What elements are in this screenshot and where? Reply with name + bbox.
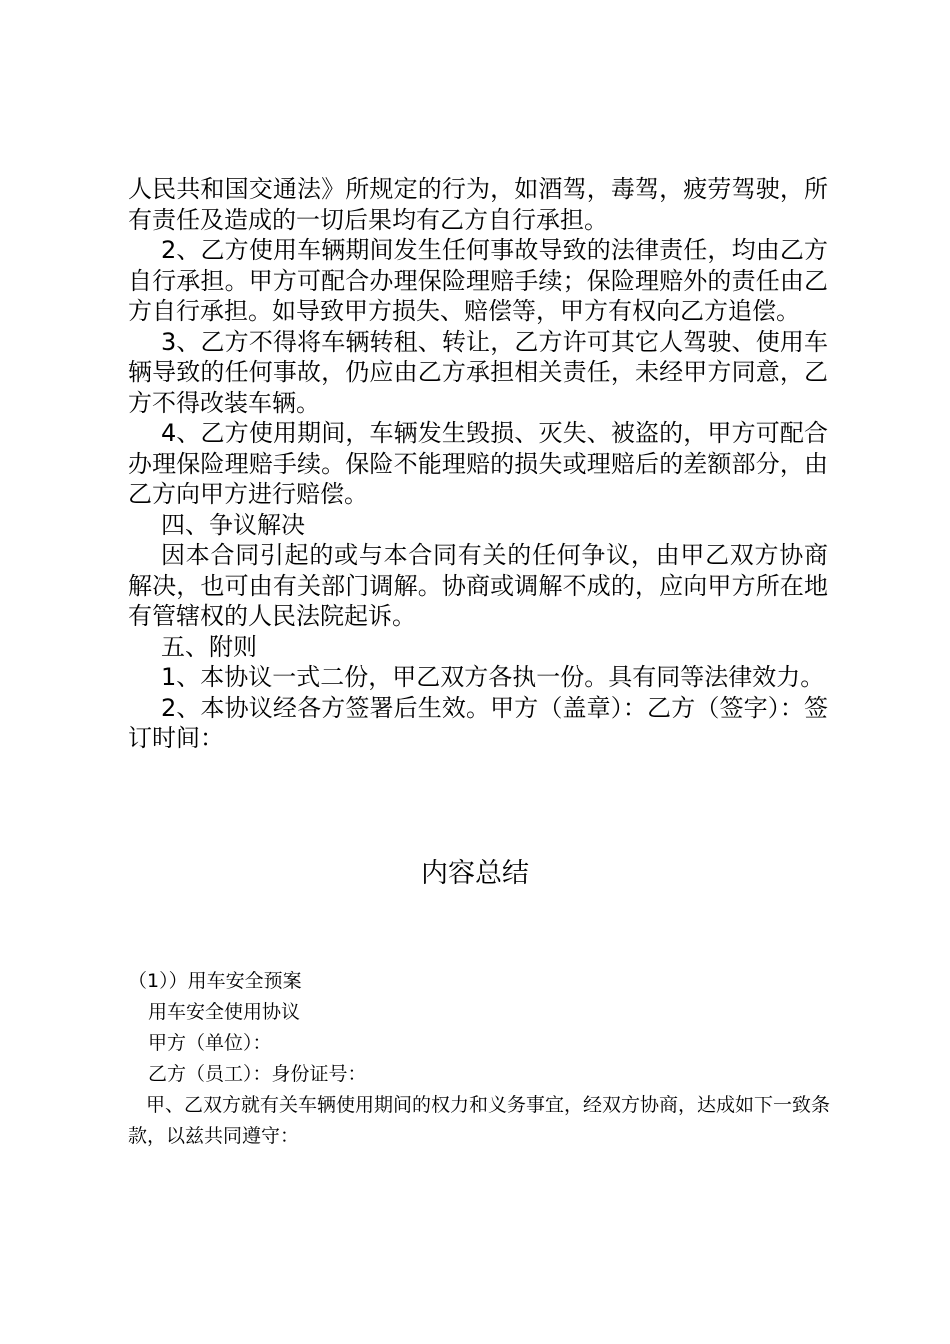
contract-body [128,174,828,754]
clause-copies: 1、本协议一式二份，甲乙双方各执一份。具有同等法律效力。 [161,663,825,691]
summary-line-preplan: （1））用车安全预案 [128,970,302,992]
paragraph-traffic-law: 人民共和国交通法》所规定的行为，如酒驾，毒驾，疲劳驾驶，所有责任及造成的一切后果均有乙方自行承担。 [128,175,828,234]
summary-line-party-a: 甲方（单位）： [148,1032,272,1054]
section-heading-dispute: 四、争议解决 [161,510,305,539]
clause-dispute-resolution: 因本合同引起的或与本合同有关的任何争议，由甲乙双方协商解决，也可由有关部门调解。协商或调解不成的，应向甲方所在地有管辖权的人民法院起诉。 [128,541,828,630]
clause-effective-signature: 2、本协议经各方签署后生效。甲方（盖章）：乙方（签字）：签订时间： [128,693,828,752]
clause-accident-liability: 2、乙方使用车辆期间发生任何事故导致的法律责任，均由乙方自行承担。甲方可配合办理保险理赔手续；保险理赔外的责任由乙方自行承担。如导致甲方损失、赔偿等，甲方有权向乙方追偿。 [128,236,828,325]
summary-title: 内容总结 [421,858,529,889]
summary-line-preamble: 甲、乙双方就有关车辆使用期间的权力和义务事宜，经双方协商，达成如下一致条款，以兹共同遵守： [128,1094,831,1147]
clause-damage-loss: 4、乙方使用期间，车辆发生毁损、灭失、被盗的，甲方可配合办理保险理赔手续。保险不能理赔的损失或理赔后的差额部分，由乙方向甲方进行赔偿。 [128,419,828,508]
summary-line-party-b: 乙方（员工）：身份证号： [148,1063,367,1085]
section-heading-appendix: 五、附则 [161,632,257,661]
clause-no-sublease: 3、乙方不得将车辆转租、转让，乙方许可其它人驾驶、使用车辆导致的任何事故，仍应由乙方承担相关责任，未经甲方同意，乙方不得改装车辆。 [128,327,828,417]
summary-line-agreement-title: 用车安全使用协议 [148,1001,301,1023]
summary-section [128,966,838,1152]
